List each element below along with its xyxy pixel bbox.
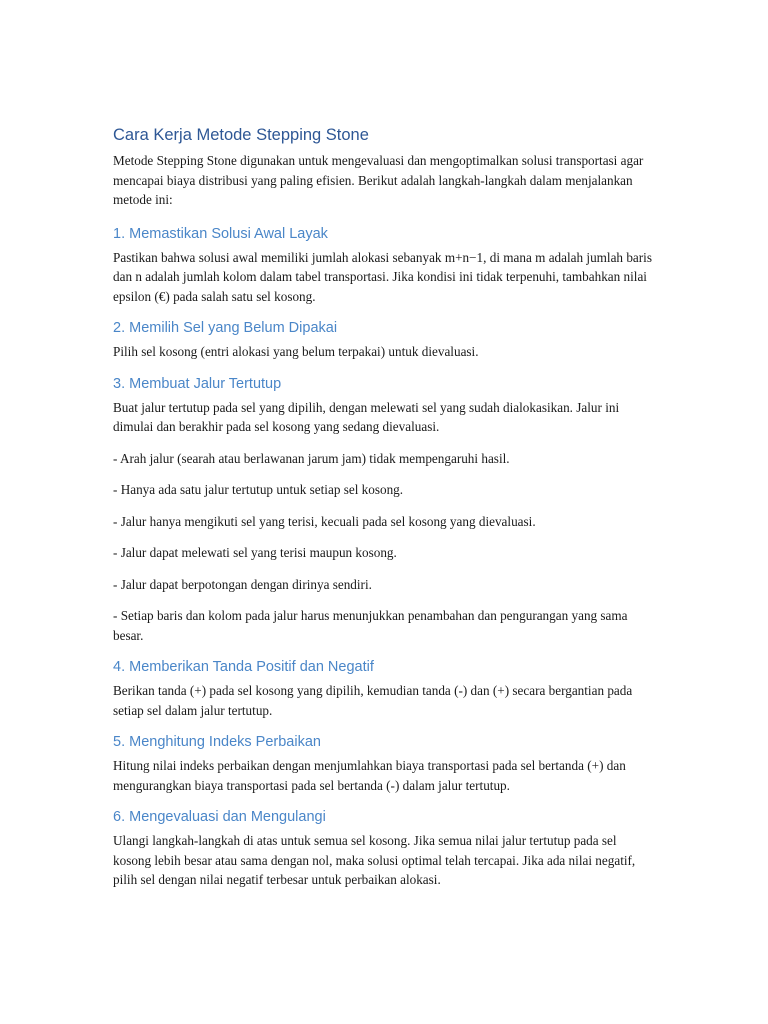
section-paragraph: Berikan tanda (+) pada sel kosong yang dipilih, kemudian tanda (-) dan (+) secara bergantian pada setiap sel dalam jalur tertutup. — [113, 683, 633, 718]
section-heading: 3. Membuat Jalur Tertutup — [113, 375, 282, 392]
list-item: - Jalur hanya mengikuti sel yang terisi, kecuali pada sel kosong yang dievaluasi. — [113, 513, 536, 529]
section-heading: 4. Memberikan Tanda Positif dan Negatif — [113, 659, 374, 675]
document-title: Cara Kerja Metode Stepping Stone — [113, 126, 369, 144]
section-6 — [113, 807, 656, 890]
section-3 — [113, 374, 656, 646]
list-item: - Hanya ada satu jalur tertutup untuk setiap sel kosong. — [113, 482, 404, 497]
list-item: - Arah jalur (searah atau berlawanan jarum jam) tidak mempengaruhi hasil. — [113, 450, 510, 466]
section-1 — [113, 224, 656, 307]
section-paragraph: Ulangi langkah-langkah di atas untuk semua sel kosong. Jika semua nilai jalur tertutup pada sel kosong lebih besar atau sama dengan nol, maka solusi optimal telah tercapai. Jika ada nilai negatif, pilih sel dengan nilai negatif terbesar untuk perbaikan alokasi. — [113, 833, 636, 887]
list-item: - Setiap baris dan kolom pada jalur harus menunjukkan penambahan dan pengurangan yang sama besar. — [113, 608, 628, 643]
section-2 — [113, 318, 656, 362]
section-5 — [113, 732, 656, 795]
section-paragraph: Pastikan bahwa solusi awal memiliki jumlah alokasi sebanyak m+n−1, di mana m adalah jumlah baris dan n adalah jumlah kolom dalam tabel transportasi. Jika kondisi ini tidak terpenuhi, tambahkan nilai epsilon (€) pada salah satu sel kosong. — [113, 249, 652, 304]
section-4 — [113, 657, 656, 720]
section-heading: 6. Mengevaluasi dan Mengulangi — [113, 809, 326, 825]
section-heading: 5. Menghitung Indeks Perbaikan — [113, 734, 321, 750]
section-paragraph: Buat jalur tertutup pada sel yang dipilih, dengan melewati sel yang sudah dialokasikan. Jalur ini dimulai dan berakhir pada sel kosong yang sedang dievaluasi. — [113, 399, 620, 434]
section-heading: 2. Memilih Sel yang Belum Dipakai — [113, 320, 338, 336]
list-item: - Jalur dapat berpotongan dengan dirinya sendiri. — [113, 576, 372, 592]
list-item: - Jalur dapat melewati sel yang terisi maupun kosong. — [113, 545, 397, 560]
intro-paragraph: Metode Stepping Stone digunakan untuk mengevaluasi dan mengoptimalkan solusi transportasi agar mencapai biaya distribusi yang paling efisien. Berikut adalah langkah-langkah dalam menjalankan metode ini: — [113, 153, 644, 207]
section-paragraph: Pilih sel kosong (entri alokasi yang belum terpakai) untuk dievaluasi. — [113, 344, 479, 359]
section-paragraph: Hitung nilai indeks perbaikan dengan menjumlahkan biaya transportasi pada sel bertanda (+) dan mengurangkan biaya transportasi pada sel bertanda (-) dalam jalur tertutup. — [113, 758, 626, 793]
section-heading: 1. Memastikan Solusi Awal Layak — [113, 225, 328, 242]
